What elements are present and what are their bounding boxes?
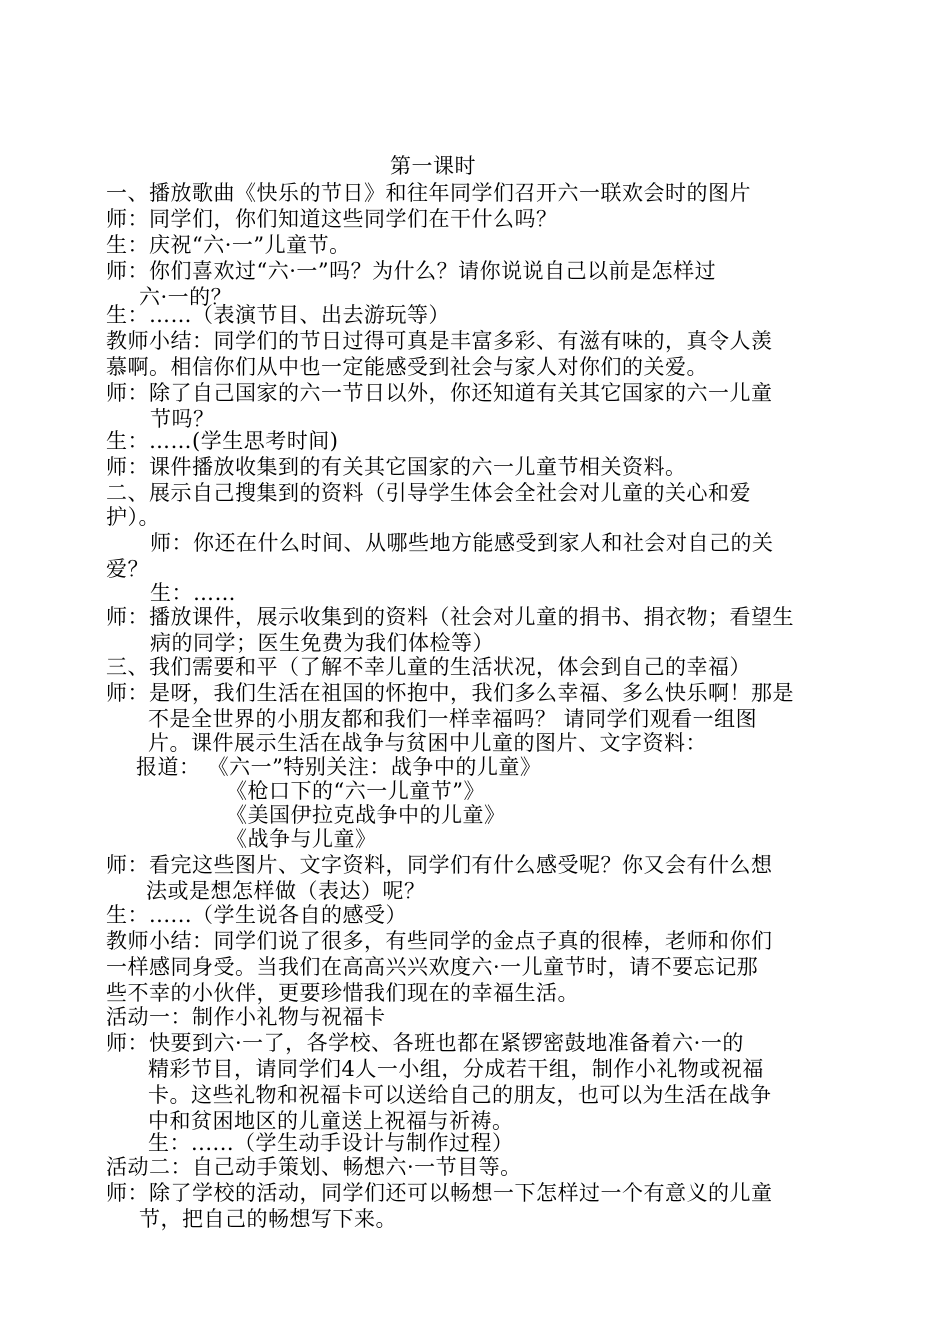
text-line: 《美国伊拉克战争中的儿童》 — [226, 803, 506, 827]
text-line: 生：......（学生说各自的感受） — [106, 903, 408, 927]
text-line: 活动二：自己动手策划、畅想六·一节目等。 — [106, 1155, 522, 1179]
text-line: 生：…… — [150, 581, 236, 605]
text-line: 中和贫困地区的儿童送上祝福与祈祷。 — [148, 1109, 514, 1133]
text-line: 师：除了学校的活动，同学们还可以畅想一下怎样过一个有意义的儿童 — [106, 1181, 773, 1205]
text-line: 精彩节目，请同学们4人一小组，分成若干组，制作小礼物或祝福 — [148, 1057, 764, 1081]
text-line: 师：快要到六·一了，各学校、各班也都在紧锣密鼓地准备着六·一的 — [106, 1031, 744, 1055]
text-line: 生：……(学生思考时间) — [106, 429, 339, 453]
page-title: 第一课时 — [390, 154, 476, 178]
text-line: 不是全世界的小朋友都和我们一样幸福吗？ 请同学们观看一组图 — [148, 707, 758, 731]
text-line: 师：你们喜欢过“六·一”吗？为什么？请你说说自己以前是怎样过 — [106, 259, 717, 283]
text-line: 六·一的？ — [139, 285, 233, 309]
text-line: 生：庆祝“六·一”儿童节。 — [106, 233, 351, 257]
text-line: 活动一：制作小礼物与祝福卡 — [106, 1005, 386, 1029]
text-line: 师：播放课件，展示收集到的资料（社会对儿童的捐书、捐衣物；看望生 — [106, 605, 794, 629]
text-line: 生：……（表演节目、出去游玩等） — [106, 303, 450, 327]
text-line: 师：除了自己国家的六一节日以外，你还知道有关其它国家的六一儿童 — [106, 381, 773, 405]
text-line: 师：同学们，你们知道这些同学们在干什么吗？ — [106, 207, 558, 231]
text-line: 病的同学；医生免费为我们体检等） — [150, 631, 494, 655]
text-line: 片。课件展示生活在战争与贫困中儿童的图片、文字资料： — [148, 731, 707, 755]
text-line: 二、展示自己搜集到的资料（引导学生体会全社会对儿童的关心和爱 — [106, 481, 751, 505]
text-line: 一、播放歌曲《快乐的节日》和往年同学们召开六一联欢会时的图片 — [106, 181, 751, 205]
text-line: 法或是想怎样做（表达）呢？ — [146, 879, 426, 903]
text-line: 教师小结：同学们的节日过得可真是丰富多彩、有滋有味的，真令人羡 — [106, 329, 773, 353]
text-line: 报道： 《六一”特别关注：战争中的儿童》 — [136, 755, 542, 779]
text-line: 生：......（学生动手设计与制作过程） — [148, 1131, 514, 1155]
text-line: 师：课件播放收集到的有关其它国家的六一儿童节相关资料。 — [106, 455, 687, 479]
text-line: 些不幸的小伙伴，更要珍惜我们现在的幸福生活。 — [106, 981, 579, 1005]
text-line: 师：你还在什么时间、从哪些地方能感受到家人和社会对自己的关 — [150, 531, 774, 555]
text-line: 三、我们需要和平（了解不幸儿童的生活状况，体会到自己的幸福） — [106, 655, 751, 679]
text-line: 教师小结：同学们说了很多，有些同学的金点子真的很棒，老师和你们 — [106, 929, 773, 953]
text-line: 爱？ — [106, 557, 149, 581]
text-line: 一样感同身受。当我们在高高兴兴欢度六·一儿童节时，请不要忘记那 — [106, 955, 759, 979]
text-line: 师：是呀，我们生活在祖国的怀抱中，我们多么幸福、多么快乐啊！那是 — [106, 681, 794, 705]
text-line: 护）。 — [106, 505, 160, 529]
text-line: 节吗？ — [150, 407, 215, 431]
text-line: 《战争与儿童》 — [226, 827, 377, 851]
text-line: 卡。这些礼物和祝福卡可以送给自己的朋友，也可以为生活在战争 — [148, 1083, 772, 1107]
text-line: 师：看完这些图片、文字资料，同学们有什么感受呢？你又会有什么想 — [106, 853, 773, 877]
text-line: 慕啊。相信你们从中也一定能感受到社会与家人对你们的关爱。 — [106, 355, 708, 379]
text-line: 节，把自己的畅想写下来。 — [139, 1207, 397, 1231]
text-line: 《枪口下的“六一儿童节”》 — [226, 779, 485, 803]
